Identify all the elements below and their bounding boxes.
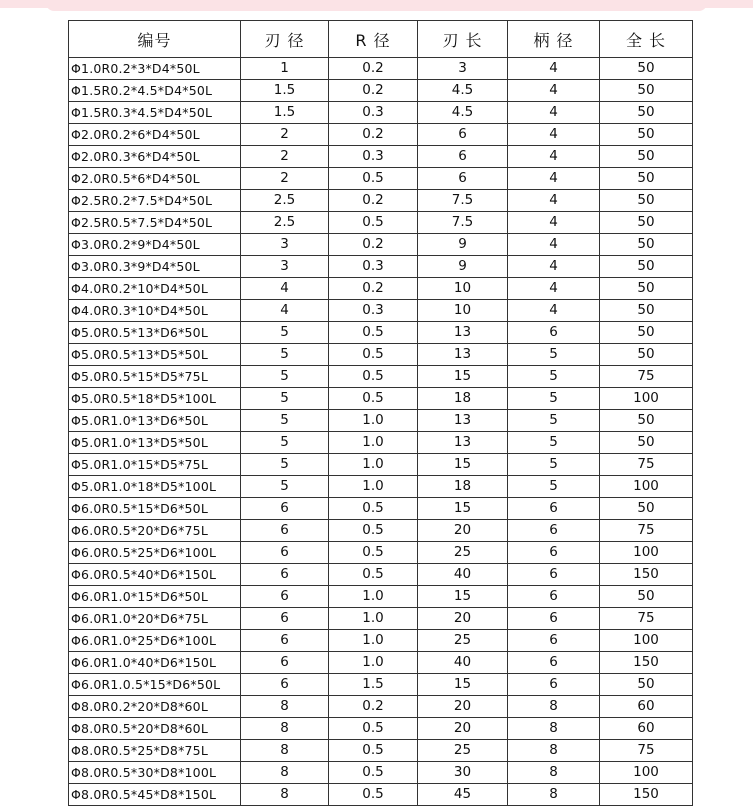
cell-corner-radius: 0.3	[329, 146, 418, 168]
cell-corner-radius: 1.5	[329, 674, 418, 696]
cell-overall-length: 50	[600, 58, 693, 80]
cell-blade-length: 13	[418, 410, 508, 432]
cell-corner-radius: 0.5	[329, 388, 418, 410]
table-row	[69, 784, 693, 806]
cell-shank-diameter: 6	[508, 520, 600, 542]
cell-blade-length: 15	[418, 586, 508, 608]
cell-blade-diameter: 2.5	[241, 212, 329, 234]
cell-blade-length: 7.5	[418, 190, 508, 212]
cell-blade-length: 6	[418, 168, 508, 190]
cell-blade-diameter: 5	[241, 344, 329, 366]
cell-shank-diameter: 5	[508, 366, 600, 388]
cell-overall-length: 50	[600, 80, 693, 102]
cell-corner-radius: 0.5	[329, 520, 418, 542]
cell-corner-radius: 0.2	[329, 124, 418, 146]
table-row	[69, 652, 693, 674]
cell-blade-diameter: 5	[241, 410, 329, 432]
cell-corner-radius: 0.5	[329, 564, 418, 586]
cell-overall-length: 50	[600, 234, 693, 256]
cell-shank-diameter: 6	[508, 322, 600, 344]
cell-blade-length: 40	[418, 564, 508, 586]
cell-corner-radius: 0.2	[329, 190, 418, 212]
cell-corner-radius: 0.5	[329, 740, 418, 762]
table-row	[69, 498, 693, 520]
cell-code: Φ2.0R0.2*6*D4*50L	[69, 124, 241, 146]
table-row	[69, 718, 693, 740]
table-row	[69, 366, 693, 388]
cell-blade-diameter: 6	[241, 542, 329, 564]
header-shank-diameter: 柄 径	[508, 21, 600, 58]
cell-corner-radius: 0.5	[329, 212, 418, 234]
table-row	[69, 234, 693, 256]
cell-overall-length: 50	[600, 168, 693, 190]
cell-blade-diameter: 1.5	[241, 80, 329, 102]
cell-code: Φ6.0R0.5*15*D6*50L	[69, 498, 241, 520]
cell-shank-diameter: 8	[508, 696, 600, 718]
cell-corner-radius: 1.0	[329, 608, 418, 630]
cell-corner-radius: 0.5	[329, 784, 418, 806]
cell-shank-diameter: 4	[508, 212, 600, 234]
cell-code: Φ5.0R1.0*15*D5*75L	[69, 454, 241, 476]
cell-overall-length: 150	[600, 652, 693, 674]
cell-corner-radius: 0.2	[329, 278, 418, 300]
cell-code: Φ3.0R0.3*9*D4*50L	[69, 256, 241, 278]
cell-corner-radius: 1.0	[329, 652, 418, 674]
cell-shank-diameter: 6	[508, 564, 600, 586]
cell-code: Φ6.0R1.0*20*D6*75L	[69, 608, 241, 630]
cell-overall-length: 100	[600, 388, 693, 410]
table-row	[69, 564, 693, 586]
cell-corner-radius: 1.0	[329, 454, 418, 476]
cell-code: Φ5.0R0.5*15*D5*75L	[69, 366, 241, 388]
cell-code: Φ8.0R0.5*20*D8*60L	[69, 718, 241, 740]
cell-blade-diameter: 1	[241, 58, 329, 80]
cell-blade-diameter: 5	[241, 454, 329, 476]
table-row	[69, 146, 693, 168]
cell-blade-diameter: 6	[241, 564, 329, 586]
cell-corner-radius: 0.5	[329, 718, 418, 740]
cell-shank-diameter: 8	[508, 718, 600, 740]
cell-shank-diameter: 8	[508, 740, 600, 762]
table-row	[69, 168, 693, 190]
table-row	[69, 586, 693, 608]
table-row	[69, 740, 693, 762]
table-row	[69, 608, 693, 630]
cell-code: Φ5.0R1.0*18*D5*100L	[69, 476, 241, 498]
table-row	[69, 278, 693, 300]
cell-blade-length: 25	[418, 630, 508, 652]
cell-overall-length: 100	[600, 542, 693, 564]
cell-shank-diameter: 6	[508, 630, 600, 652]
cell-shank-diameter: 4	[508, 168, 600, 190]
cell-corner-radius: 0.3	[329, 102, 418, 124]
cell-code: Φ1.0R0.2*3*D4*50L	[69, 58, 241, 80]
table-row	[69, 388, 693, 410]
table-row	[69, 256, 693, 278]
cell-blade-length: 10	[418, 278, 508, 300]
cell-blade-length: 18	[418, 388, 508, 410]
cell-blade-diameter: 6	[241, 630, 329, 652]
cell-shank-diameter: 8	[508, 784, 600, 806]
table-row	[69, 124, 693, 146]
cell-blade-length: 4.5	[418, 80, 508, 102]
table-body	[69, 58, 693, 806]
cell-overall-length: 50	[600, 256, 693, 278]
cell-blade-length: 3	[418, 58, 508, 80]
cell-blade-diameter: 2.5	[241, 190, 329, 212]
cell-shank-diameter: 4	[508, 300, 600, 322]
top-decorative-band	[0, 0, 753, 8]
cell-overall-length: 50	[600, 278, 693, 300]
header-blade-length: 刃 长	[418, 21, 508, 58]
cell-blade-length: 20	[418, 718, 508, 740]
cell-overall-length: 75	[600, 608, 693, 630]
cell-blade-length: 6	[418, 124, 508, 146]
cell-overall-length: 50	[600, 190, 693, 212]
cell-overall-length: 50	[600, 146, 693, 168]
cell-corner-radius: 0.5	[329, 322, 418, 344]
cell-overall-length: 75	[600, 520, 693, 542]
cell-blade-length: 7.5	[418, 212, 508, 234]
cell-corner-radius: 0.5	[329, 498, 418, 520]
cell-blade-length: 15	[418, 674, 508, 696]
cell-shank-diameter: 4	[508, 278, 600, 300]
cell-overall-length: 60	[600, 696, 693, 718]
cell-code: Φ5.0R1.0*13*D5*50L	[69, 432, 241, 454]
header-corner-radius: R 径	[329, 21, 418, 58]
cell-blade-length: 6	[418, 146, 508, 168]
cell-overall-length: 50	[600, 322, 693, 344]
cell-blade-diameter: 8	[241, 784, 329, 806]
cell-blade-diameter: 2	[241, 146, 329, 168]
cell-overall-length: 75	[600, 454, 693, 476]
cell-shank-diameter: 5	[508, 410, 600, 432]
table-row	[69, 542, 693, 564]
cell-blade-diameter: 6	[241, 674, 329, 696]
cell-blade-length: 10	[418, 300, 508, 322]
cell-blade-diameter: 6	[241, 608, 329, 630]
cell-blade-diameter: 5	[241, 322, 329, 344]
table-row	[69, 476, 693, 498]
cell-shank-diameter: 6	[508, 498, 600, 520]
table-row	[69, 190, 693, 212]
cell-corner-radius: 0.2	[329, 234, 418, 256]
cell-corner-radius: 1.0	[329, 410, 418, 432]
cell-blade-diameter: 5	[241, 388, 329, 410]
cell-overall-length: 50	[600, 586, 693, 608]
cell-shank-diameter: 4	[508, 58, 600, 80]
cell-shank-diameter: 5	[508, 388, 600, 410]
header-code: 编号	[69, 21, 241, 58]
cell-blade-diameter: 4	[241, 278, 329, 300]
cell-code: Φ6.0R0.5*40*D6*150L	[69, 564, 241, 586]
cell-corner-radius: 0.3	[329, 256, 418, 278]
cell-overall-length: 100	[600, 630, 693, 652]
table-row	[69, 520, 693, 542]
cell-shank-diameter: 5	[508, 476, 600, 498]
cell-blade-length: 15	[418, 454, 508, 476]
cell-shank-diameter: 4	[508, 146, 600, 168]
cell-overall-length: 50	[600, 498, 693, 520]
cell-blade-length: 9	[418, 256, 508, 278]
cell-blade-diameter: 8	[241, 740, 329, 762]
header-row	[69, 21, 693, 58]
cell-code: Φ1.5R0.2*4.5*D4*50L	[69, 80, 241, 102]
cell-blade-length: 9	[418, 234, 508, 256]
table-row	[69, 432, 693, 454]
cell-code: Φ2.0R0.3*6*D4*50L	[69, 146, 241, 168]
cell-blade-length: 20	[418, 520, 508, 542]
cell-code: Φ2.5R0.2*7.5*D4*50L	[69, 190, 241, 212]
cell-blade-diameter: 3	[241, 256, 329, 278]
cell-blade-diameter: 8	[241, 762, 329, 784]
cell-overall-length: 60	[600, 718, 693, 740]
cell-corner-radius: 0.5	[329, 168, 418, 190]
cell-blade-diameter: 8	[241, 696, 329, 718]
cell-overall-length: 50	[600, 300, 693, 322]
cell-code: Φ6.0R1.0*25*D6*100L	[69, 630, 241, 652]
cell-blade-length: 30	[418, 762, 508, 784]
table-row	[69, 674, 693, 696]
cell-code: Φ2.0R0.5*6*D4*50L	[69, 168, 241, 190]
cell-overall-length: 75	[600, 740, 693, 762]
cell-blade-length: 13	[418, 432, 508, 454]
cell-code: Φ8.0R0.2*20*D8*60L	[69, 696, 241, 718]
cell-blade-diameter: 5	[241, 366, 329, 388]
cell-shank-diameter: 5	[508, 432, 600, 454]
cell-overall-length: 75	[600, 366, 693, 388]
cell-shank-diameter: 8	[508, 762, 600, 784]
cell-blade-length: 40	[418, 652, 508, 674]
table-row	[69, 762, 693, 784]
cell-code: Φ5.0R0.5*18*D5*100L	[69, 388, 241, 410]
cell-corner-radius: 1.0	[329, 630, 418, 652]
cell-code: Φ8.0R0.5*45*D8*150L	[69, 784, 241, 806]
cell-shank-diameter: 6	[508, 586, 600, 608]
cell-blade-length: 20	[418, 608, 508, 630]
cell-corner-radius: 1.0	[329, 586, 418, 608]
table-row	[69, 80, 693, 102]
cell-shank-diameter: 4	[508, 80, 600, 102]
cell-blade-length: 15	[418, 498, 508, 520]
cell-overall-length: 50	[600, 674, 693, 696]
header-overall-length: 全 长	[600, 21, 693, 58]
cell-shank-diameter: 6	[508, 608, 600, 630]
cell-code: Φ5.0R0.5*13*D5*50L	[69, 344, 241, 366]
cell-code: Φ8.0R0.5*25*D8*75L	[69, 740, 241, 762]
cell-blade-diameter: 5	[241, 476, 329, 498]
cell-blade-length: 13	[418, 322, 508, 344]
cell-blade-length: 45	[418, 784, 508, 806]
cell-overall-length: 150	[600, 784, 693, 806]
cell-blade-diameter: 6	[241, 520, 329, 542]
cell-blade-length: 4.5	[418, 102, 508, 124]
cell-blade-diameter: 4	[241, 300, 329, 322]
cell-shank-diameter: 6	[508, 542, 600, 564]
cell-overall-length: 50	[600, 124, 693, 146]
cell-code: Φ1.5R0.3*4.5*D4*50L	[69, 102, 241, 124]
cell-blade-diameter: 3	[241, 234, 329, 256]
cell-blade-diameter: 1.5	[241, 102, 329, 124]
cell-corner-radius: 0.2	[329, 58, 418, 80]
cell-code: Φ4.0R0.2*10*D4*50L	[69, 278, 241, 300]
table-row	[69, 454, 693, 476]
header-blade-diameter: 刃 径	[241, 21, 329, 58]
cell-shank-diameter: 4	[508, 124, 600, 146]
cell-blade-diameter: 6	[241, 498, 329, 520]
cell-corner-radius: 1.0	[329, 432, 418, 454]
cell-blade-diameter: 6	[241, 586, 329, 608]
cell-shank-diameter: 4	[508, 256, 600, 278]
cell-corner-radius: 0.5	[329, 542, 418, 564]
cell-overall-length: 100	[600, 476, 693, 498]
table-row	[69, 58, 693, 80]
table-row	[69, 300, 693, 322]
cell-blade-diameter: 6	[241, 652, 329, 674]
cell-overall-length: 50	[600, 212, 693, 234]
cell-code: Φ8.0R0.5*30*D8*100L	[69, 762, 241, 784]
table-row	[69, 410, 693, 432]
cell-code: Φ6.0R1.0.5*15*D6*50L	[69, 674, 241, 696]
table-row	[69, 322, 693, 344]
cell-blade-length: 25	[418, 740, 508, 762]
cell-blade-length: 20	[418, 696, 508, 718]
cell-code: Φ2.5R0.5*7.5*D4*50L	[69, 212, 241, 234]
cell-shank-diameter: 6	[508, 674, 600, 696]
cell-overall-length: 150	[600, 564, 693, 586]
cell-code: Φ6.0R0.5*20*D6*75L	[69, 520, 241, 542]
cell-code: Φ4.0R0.3*10*D4*50L	[69, 300, 241, 322]
cell-shank-diameter: 6	[508, 652, 600, 674]
cell-blade-length: 13	[418, 344, 508, 366]
cell-corner-radius: 0.5	[329, 762, 418, 784]
cell-code: Φ3.0R0.2*9*D4*50L	[69, 234, 241, 256]
cell-blade-length: 25	[418, 542, 508, 564]
cell-shank-diameter: 4	[508, 234, 600, 256]
cell-blade-length: 15	[418, 366, 508, 388]
cell-overall-length: 50	[600, 432, 693, 454]
spec-table	[68, 20, 693, 806]
cell-code: Φ6.0R1.0*15*D6*50L	[69, 586, 241, 608]
cell-code: Φ6.0R0.5*25*D6*100L	[69, 542, 241, 564]
table-row	[69, 630, 693, 652]
cell-blade-diameter: 5	[241, 432, 329, 454]
table-row	[69, 212, 693, 234]
table-row	[69, 344, 693, 366]
cell-code: Φ6.0R1.0*40*D6*150L	[69, 652, 241, 674]
cell-code: Φ5.0R0.5*13*D6*50L	[69, 322, 241, 344]
cell-code: Φ5.0R1.0*13*D6*50L	[69, 410, 241, 432]
cell-overall-length: 100	[600, 762, 693, 784]
table-row	[69, 102, 693, 124]
cell-blade-length: 18	[418, 476, 508, 498]
cell-blade-diameter: 8	[241, 718, 329, 740]
cell-blade-diameter: 2	[241, 168, 329, 190]
cell-corner-radius: 0.2	[329, 80, 418, 102]
table-row	[69, 696, 693, 718]
cell-shank-diameter: 5	[508, 454, 600, 476]
cell-blade-diameter: 2	[241, 124, 329, 146]
cell-corner-radius: 0.5	[329, 344, 418, 366]
cell-shank-diameter: 4	[508, 190, 600, 212]
cell-shank-diameter: 4	[508, 102, 600, 124]
cell-corner-radius: 0.5	[329, 366, 418, 388]
cell-overall-length: 50	[600, 410, 693, 432]
cell-overall-length: 50	[600, 344, 693, 366]
cell-shank-diameter: 5	[508, 344, 600, 366]
cell-corner-radius: 1.0	[329, 476, 418, 498]
cell-corner-radius: 0.3	[329, 300, 418, 322]
cell-overall-length: 50	[600, 102, 693, 124]
cell-corner-radius: 0.2	[329, 696, 418, 718]
